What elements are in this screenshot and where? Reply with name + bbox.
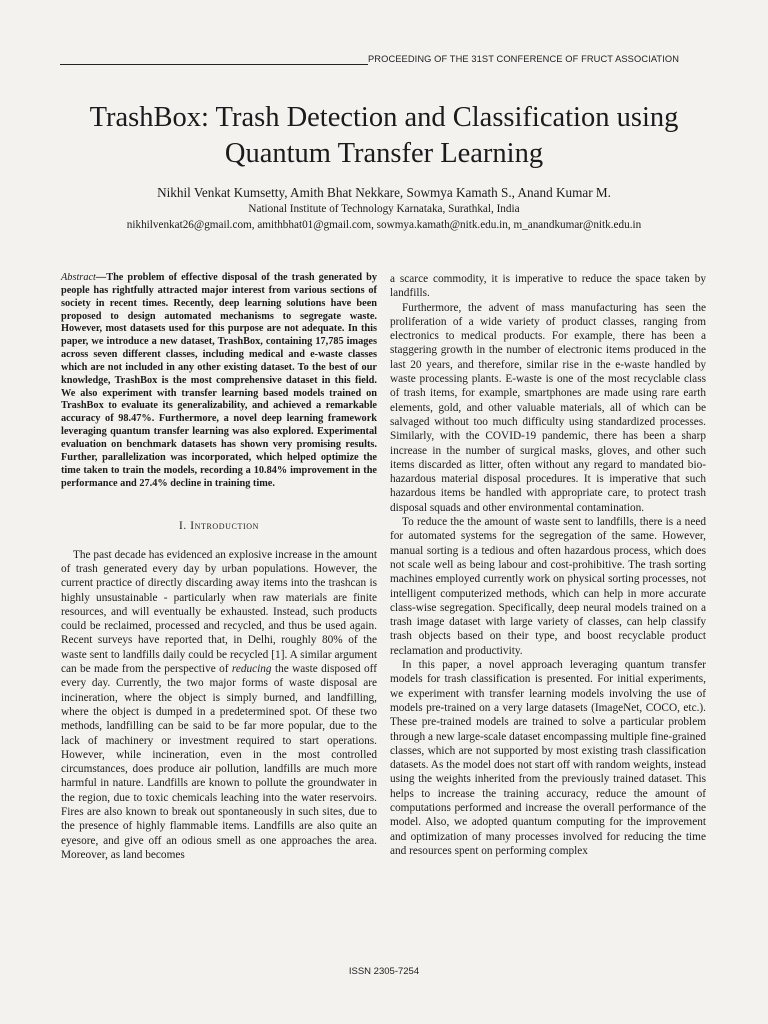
section-heading-introduction: I. Introduction [179,520,259,533]
intro-paragraph-3: To reduce the the amount of waste sent to landfills, there is a need for automated systems for the segregation of the same. However, manual sorting is a tedious and often hazardous process, which does not scale well as being labour and cost-prohibitive. The trash sorting machines employed currently work on physical sorting processes, not intelligent computerized methods, which can help in more accurate class-wise segregation. Specifically, deep neural models trained on a trash image dataset with large variety of classes, can help classify trash objects based on their type, and boost recyclable product reclamation and productivity. [390,516,706,657]
intro-p1-part-b: the waste disposed off every day. Currently, the two major forms of waste disposal are incineration, where the object is simply burned, and landfilling, where the object is dumped in a predetermined spot. Of these two methods, landfilling can be said to be far more popular, due to the lack of machinery or investment required to start operations. However, while incineration, even in the most controlled circumstances, does produce air pollution, landfills are much more harmful in nature. Landfills are known to pollute the groundwater in the region, due to toxic chemicals leaching into the water reservoirs. Fires are also known to break out spontaneously in such sites, due to the presence of highly flammable items. Landfills are also quite an eyesore, and give off an odious smell as one approaches the area. Moreover, as land becomes [61,663,378,861]
abstract-label: Abstract [61,272,96,283]
intro-paragraph-1-continued: a scarce commodity, it is imperative to reduce the space taken by landfills. [390,273,706,300]
author-emails: nikhilvenkat26@gmail.com, amithbhat01@gmail.com, sowmya.kamath@nitk.edu.in, m_anandkumar@nitk.edu.in [126,219,642,231]
affiliation: National Institute of Technology Karnataka, Surathkal, India [248,203,520,215]
right-column [390,272,706,858]
header-rule [60,64,368,65]
intro-paragraph-4: In this paper, a novel approach leveraging quantum transfer models for trash classification is presented. For initial experiments, we experiment with transfer learning models involving the use of models pre-trained on a very large datasets (ImageNet, COCO, etc.). These pre-trained models are trained to solve a particular problem through a new large-scale dataset encompassing multiple fine-grained classes, which are not supported by most existing trash classification datasets. As the model does not start off with random weights, instead using the weights inherited from the previously trained dataset. This helps to increase the training accuracy, reduce the amount of computations performed and increase the overall performance of the model. Also, we adopted quantum computing for the improvement and optimization of many processes involved for reducing the time and resources spent on performing complex [390,659,706,857]
running-header: PROCEEDING OF THE 31ST CONFERENCE OF FRUCT ASSOCIATION [368,54,680,64]
intro-p1-part-a: The past decade has evidenced an explosive increase in the amount of trash generated every day by urban populations. However, the current practice of directly discarding away items into the trashcan is highly unsustainable - particularly when raw materials are finite resources, and will eventually be exhausted. Instead, such products could be reclaimed, processed and recycled, and thus be used again. Recent surveys have reported that, in Delhi, roughly 80% of the waste sent to landfills daily could be recycled [1]. A similar argument can be made from the perspective of [61,548,377,676]
abstract [61,272,377,490]
footer-issn: ISSN 2305-7254 [348,966,420,977]
intro-paragraph-1 [61,548,377,863]
abstract-text: —The problem of effective disposal of the trash generated by people has rightfully attracted major interest from various sections of society in recent times. Recently, deep learning solutions have been proposed to design automated mechanisms to segregate waste. However, most datasets used for this purpose are not adequate. In this paper, we introduce a new dataset, TrashBox, containing 17,785 images across seven different classes, including medical and e-waste classes which are not included in any other existing dataset. To the best of our knowledge, TrashBox is the most comprehensive dataset in this field. We also experiment with transfer learning based models trained on TrashBox to evaluate its generalizability, and achieved a remarkable accuracy of 98.47%. Furthermore, a novel deep learning framework leveraging quantum transfer learning was also explored. Experimental evaluation on benchmark datasets has shown very promising results. Further, parallelization was incorporated, which helped optimize the time taken to train the models, recording a 10.84% improvement in the performance and 27.4% decline in training time. [61,272,377,489]
left-column [61,272,377,862]
paper-title: TrashBox: Trash Detection and Classification using Quantum Transfer Learning [89,102,679,169]
author-list: Nikhil Venkat Kumsetty, Amith Bhat Nekkare, Sowmya Kamath S., Anand Kumar M. [157,185,611,200]
intro-p1-emphasis: reducing [231,663,272,676]
intro-paragraph-2: Furthermore, the advent of mass manufacturing has seen the proliferation of a wide variety of product classes, ranging from electronics to medical products. For example, there has been a staggering growth in the number of electronic items produced in the last 20 years, and therefore, similar rise in the e-waste handled by waste processing plants. E-waste is one of the most recyclable class of trash items, for example, smartphones are made using rare earth elements, gold, and other valuable materials, all of which can be salvaged without too much difficulty using standardized processes. Similarly, with the COVID-19 pandemic, there has been a sharp increase in the number of surgical masks, gloves, and other such items discarded as litter, often without any regard to mandated bio-hazardous material disposal procedures. It is imperative that such hazardous items be handled with appropriate care, to protect trash disposal squads and other environmental contamination. [390,301,706,514]
